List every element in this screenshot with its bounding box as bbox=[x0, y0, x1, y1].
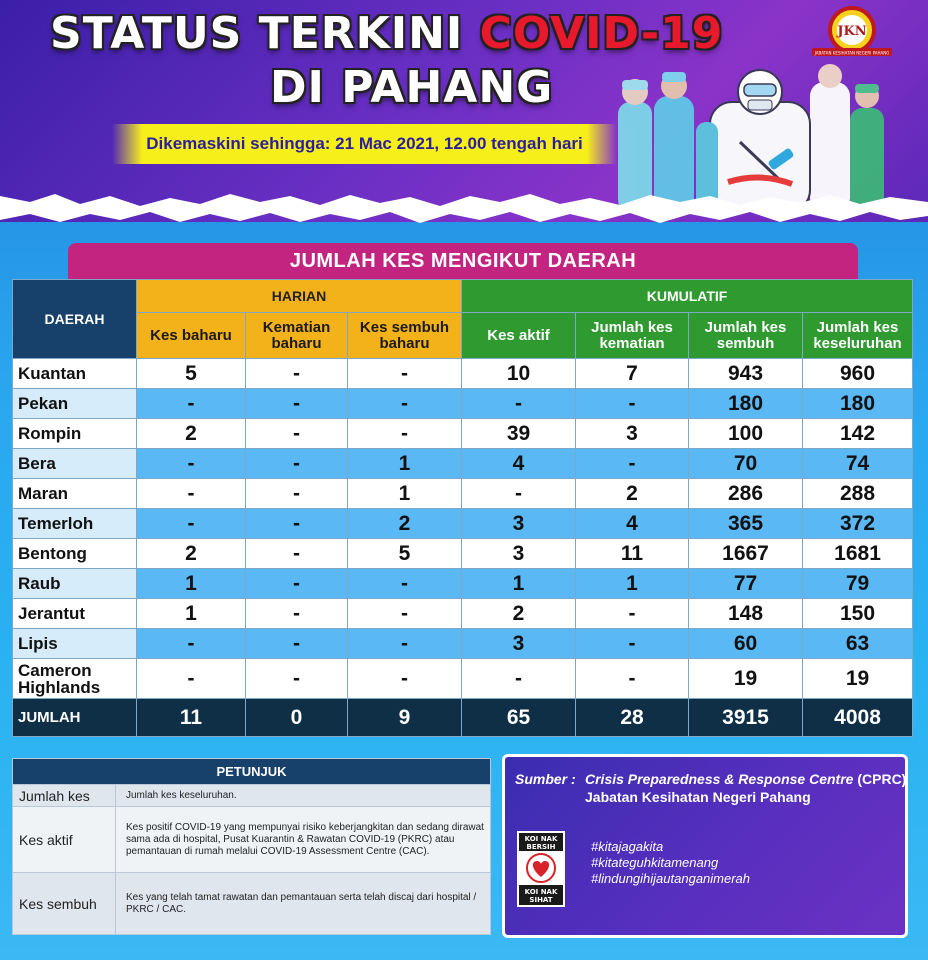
total-cell: 0 bbox=[246, 699, 348, 737]
column-header: Kes sembuh baharu bbox=[348, 313, 462, 359]
total-cell: 28 bbox=[576, 699, 689, 737]
table-cell: 286 bbox=[689, 479, 803, 509]
table-cell: - bbox=[576, 599, 689, 629]
table-cell: - bbox=[246, 569, 348, 599]
table-cell: - bbox=[246, 629, 348, 659]
table-cell: 960 bbox=[803, 359, 913, 389]
table-cell: 10 bbox=[462, 359, 576, 389]
table-cell: 4 bbox=[576, 509, 689, 539]
table-cell: - bbox=[246, 359, 348, 389]
table-cell: 2 bbox=[462, 599, 576, 629]
title-covid-highlight: COVID-19 bbox=[479, 8, 724, 59]
table-cell: 2 bbox=[348, 509, 462, 539]
total-cell: 11 bbox=[137, 699, 246, 737]
district-name: Rompin bbox=[13, 419, 137, 449]
table-row bbox=[13, 359, 913, 389]
table-cell: 3 bbox=[576, 419, 689, 449]
source-label: Sumber : bbox=[515, 771, 576, 787]
table-cell: 1 bbox=[576, 569, 689, 599]
table-cell: 60 bbox=[689, 629, 803, 659]
column-header: Jumlah kes sembuh bbox=[689, 313, 803, 359]
table-cell: 5 bbox=[348, 539, 462, 569]
table-cell: - bbox=[246, 479, 348, 509]
table-cell: 19 bbox=[803, 659, 913, 699]
table-cell: 1681 bbox=[803, 539, 913, 569]
table-cell: - bbox=[348, 419, 462, 449]
svg-text:SIHAT: SIHAT bbox=[529, 896, 553, 904]
table-row bbox=[13, 629, 913, 659]
table-row bbox=[13, 509, 913, 539]
table-cell: - bbox=[576, 389, 689, 419]
table-cell: 180 bbox=[689, 389, 803, 419]
table-cell: 288 bbox=[803, 479, 913, 509]
table-cell: 79 bbox=[803, 569, 913, 599]
legend-row bbox=[13, 873, 491, 935]
district-cases-table bbox=[12, 279, 913, 737]
legend-definition: Kes yang telah tamat rawatan dan pemantauan serta telah discaj dari hospital / PKRC / CAC. bbox=[116, 873, 491, 935]
table-cell: 11 bbox=[576, 539, 689, 569]
column-header: Jumlah kes keseluruhan bbox=[803, 313, 913, 359]
district-name: Maran bbox=[13, 479, 137, 509]
table-cell: 1 bbox=[137, 599, 246, 629]
table-cell: 180 bbox=[803, 389, 913, 419]
district-name: Lipis bbox=[13, 629, 137, 659]
table-cell: 148 bbox=[689, 599, 803, 629]
svg-text:KOI NAK: KOI NAK bbox=[524, 835, 558, 843]
table-cell: - bbox=[246, 539, 348, 569]
table-cell: - bbox=[137, 449, 246, 479]
legend-term: Jumlah kes bbox=[13, 785, 116, 807]
table-cell: 7 bbox=[576, 359, 689, 389]
district-name: Temerloh bbox=[13, 509, 137, 539]
table-cell: - bbox=[246, 449, 348, 479]
legend-title: PETUNJUK bbox=[13, 759, 491, 785]
table-cell: 3 bbox=[462, 509, 576, 539]
table-cell: - bbox=[462, 659, 576, 699]
table-row bbox=[13, 569, 913, 599]
table-title: JUMLAH KES MENGIKUT DAERAH bbox=[68, 243, 858, 279]
district-name: Bentong bbox=[13, 539, 137, 569]
column-header: Kes baharu bbox=[137, 313, 246, 359]
table-cell: - bbox=[348, 659, 462, 699]
column-header-daerah: DAERAH bbox=[13, 280, 137, 359]
table-cell: 74 bbox=[803, 449, 913, 479]
table-row bbox=[13, 479, 913, 509]
table-row bbox=[13, 659, 913, 699]
table-cell: 150 bbox=[803, 599, 913, 629]
table-cell: - bbox=[246, 419, 348, 449]
table-cell: - bbox=[137, 509, 246, 539]
table-cell: - bbox=[246, 599, 348, 629]
hashtag: #kitateguhkitamenang bbox=[591, 855, 719, 870]
table-cell: 3 bbox=[462, 629, 576, 659]
table-cell: 19 bbox=[689, 659, 803, 699]
legend-definition: Jumlah kes keseluruhan. bbox=[116, 785, 491, 807]
table-cell: 1 bbox=[348, 479, 462, 509]
update-banner: Dikemaskini sehingga: 21 Mac 2021, 12.00 tengah hari bbox=[112, 124, 617, 164]
header-torn-edge bbox=[0, 190, 928, 230]
table-cell: 1 bbox=[137, 569, 246, 599]
legend-row bbox=[13, 807, 491, 873]
group-header-kumulatif: KUMULATIF bbox=[462, 280, 913, 313]
page-subtitle: DI PAHANG bbox=[270, 62, 554, 113]
table-cell: 4 bbox=[462, 449, 576, 479]
jkn-logo-text: JKN bbox=[837, 24, 867, 39]
table-cell: - bbox=[137, 479, 246, 509]
district-name: Bera bbox=[13, 449, 137, 479]
table-cell: 943 bbox=[689, 359, 803, 389]
source-organisation: Crisis Preparedness & Response Centre (CPRC) bbox=[585, 771, 907, 787]
table-cell: 1 bbox=[462, 569, 576, 599]
district-name: Pekan bbox=[13, 389, 137, 419]
table-cell: - bbox=[576, 629, 689, 659]
column-header: Kematian baharu bbox=[246, 313, 348, 359]
table-cell: 77 bbox=[689, 569, 803, 599]
total-cell: 3915 bbox=[689, 699, 803, 737]
table-cell: - bbox=[137, 389, 246, 419]
table-cell: - bbox=[348, 629, 462, 659]
table-cell: 39 bbox=[462, 419, 576, 449]
total-label: JUMLAH bbox=[13, 699, 137, 737]
group-header-harian: HARIAN bbox=[137, 280, 462, 313]
jkn-logo bbox=[806, 4, 898, 60]
table-cell: 365 bbox=[689, 509, 803, 539]
table-cell: - bbox=[576, 659, 689, 699]
legend-term: Kes aktif bbox=[13, 807, 116, 873]
table-cell: - bbox=[348, 599, 462, 629]
column-header: Kes aktif bbox=[462, 313, 576, 359]
table-row bbox=[13, 539, 913, 569]
legend-row bbox=[13, 785, 491, 807]
table-cell: 100 bbox=[689, 419, 803, 449]
svg-text:BERSIH: BERSIH bbox=[526, 843, 556, 851]
table-cell: - bbox=[246, 659, 348, 699]
district-name: Cameron Highlands bbox=[13, 659, 137, 699]
table-cell: - bbox=[576, 449, 689, 479]
table-cell: 5 bbox=[137, 359, 246, 389]
table-cell: 63 bbox=[803, 629, 913, 659]
table-cell: - bbox=[137, 629, 246, 659]
hashtag: #kitajagakita bbox=[591, 839, 664, 854]
table-cell: 3 bbox=[462, 539, 576, 569]
district-name: Jerantut bbox=[13, 599, 137, 629]
legend-table bbox=[12, 758, 491, 935]
table-cell: 1 bbox=[348, 449, 462, 479]
table-cell: 1667 bbox=[689, 539, 803, 569]
header-banner bbox=[0, 0, 928, 222]
total-cell: 9 bbox=[348, 699, 462, 737]
table-cell: - bbox=[246, 509, 348, 539]
total-cell: 65 bbox=[462, 699, 576, 737]
table-cell: 372 bbox=[803, 509, 913, 539]
table-cell: - bbox=[246, 389, 348, 419]
column-header: Jumlah kes kematian bbox=[576, 313, 689, 359]
koi-nak-bersih-logo bbox=[517, 831, 565, 907]
table-row bbox=[13, 419, 913, 449]
table-row bbox=[13, 449, 913, 479]
table-cell: - bbox=[348, 389, 462, 419]
table-cell: - bbox=[462, 389, 576, 419]
table-cell: - bbox=[137, 659, 246, 699]
table-cell: 70 bbox=[689, 449, 803, 479]
legend-term: Kes sembuh bbox=[13, 873, 116, 935]
svg-text:KOI NAK: KOI NAK bbox=[524, 888, 558, 896]
jkn-logo-ring-text: JABATAN KESIHATAN NEGERI PAHANG bbox=[814, 50, 890, 56]
source-department: Jabatan Kesihatan Negeri Pahang bbox=[585, 789, 811, 805]
district-name: Kuantan bbox=[13, 359, 137, 389]
table-row bbox=[13, 389, 913, 419]
table-cell: 142 bbox=[803, 419, 913, 449]
total-cell: 4008 bbox=[803, 699, 913, 737]
source-panel bbox=[502, 754, 908, 938]
hashtag: #lindungihijautanganimerah bbox=[591, 871, 751, 886]
table-row bbox=[13, 599, 913, 629]
table-total-row bbox=[13, 699, 913, 737]
page-title: STATUS TERKINI COVID-19 bbox=[50, 8, 724, 59]
table-cell: - bbox=[348, 569, 462, 599]
table-cell: - bbox=[348, 359, 462, 389]
table-cell: 2 bbox=[137, 419, 246, 449]
table-cell: - bbox=[462, 479, 576, 509]
legend-definition: Kes positif COVID-19 yang mempunyai risiko keberjangkitan dan sedang dirawat sama ada di hospital, Pusat Kuarantin & Rawatan COVID-19 (PKRC) atau pemantauan di rumah melalui COVID-19 Assessment Centre (CAC). bbox=[116, 807, 491, 873]
table-cell: 2 bbox=[576, 479, 689, 509]
table-cell: 2 bbox=[137, 539, 246, 569]
district-name: Raub bbox=[13, 569, 137, 599]
